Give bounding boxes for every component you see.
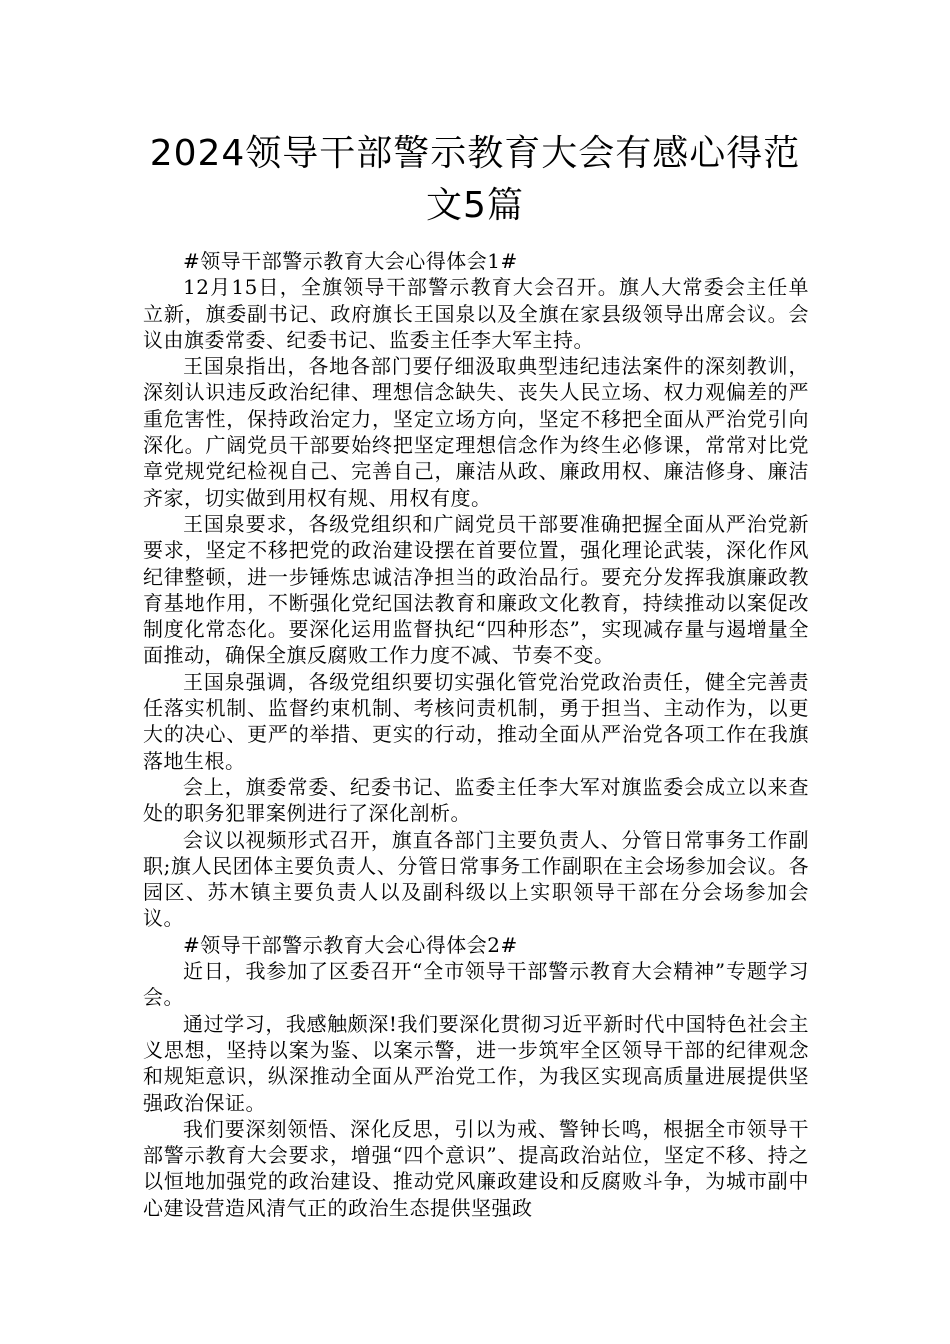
paragraph: 王国泉要求，各级党组织和广阔党员干部要准确把握全面从严治党新要求，坚定不移把党的政治建设摆在首要位置，强化理论武装，深化作风纪律整顿，进一步锤炼忠诚洁净担当的政治品行。要充分发挥我旗廉政教育基地作用，不断强化党纪国法教育和廉政文化教育，持续推动以案促改制度化常态化。要深化运用监督执纪“四种形态”，实现减存量与遏增量全面推动，确保全旗反腐败工作力度不减、节奏不变。 [143, 511, 809, 668]
paragraph: 近日，我参加了区委召开“全市领导干部警示教育大会精神”专题学习会。 [143, 959, 809, 1010]
document-title [130, 128, 820, 232]
paragraph: 王国泉强调，各级党组织要切实强化管党治党政治责任，健全完善责任落实机制、监督约束机制、考核问责机制，勇于担当、主动作为，以更大的决心、更严的举措、更实的行动，推动全面从严治党各项工作在我旗落地生根。 [143, 669, 809, 773]
paragraph: 王国泉指出，各地各部门要仔细汲取典型违纪违法案件的深刻教训，深刻认识违反政治纪律、理想信念缺失、丧失人民立场、权力观偏差的严重危害性，保持政治定力，坚定立场方向，坚定不移把全面从严治党引向深化。广阔党员干部要始终把坚定理想信念作为终生必修课，常常对比党章党规党纪检视自己、完善自己，廉洁从政、廉政用权、廉洁修身、廉洁齐家，切实做到用权有规、用权有度。 [143, 354, 809, 510]
section-heading-1: #领导干部警示教育大会心得体会1# [183, 249, 518, 273]
document-body [143, 248, 809, 1221]
paragraph: 会议以视频形式召开，旗直各部门主要负责人、分管日常事务工作副职;旗人民团体主要负责人、分管日常事务工作副职在主会场参加会议。各园区、苏木镇主要负责人以及副科级以上实职领导干部在分会场参加会议。 [143, 827, 809, 931]
paragraph: 会上，旗委常委、纪委书记、监委主任李大军对旗监委会成立以来查处的职务犯罪案例进行了深化剖析。 [143, 774, 809, 826]
document-title-line-1: 2024领导干部警示教育大会有感心得范 [149, 133, 801, 174]
section-heading-2: #领导干部警示教育大会心得体会2# [183, 932, 518, 957]
paragraph: 我们要深刻领悟、深化反思，引以为戒、警钟长鸣，根据全市领导干部警示教育大会要求，增强“四个意识”、提高政治站位，坚定不移、持之以恒地加强党的政治建设、推动党风廉政建设和反腐败斗争，为城市副中心建设营造风清气正的政治生态提供坚强政 [143, 1116, 809, 1220]
document-title-line-2: 文5篇 [426, 185, 524, 226]
paragraph: 12月15日，全旗领导干部警示教育大会召开。旗人大常委会主任单立新，旗委副书记、政府旗长王国泉以及全旗在家县级领导出席会议。会议由旗委常委、纪委书记、监委主任李大军主持。 [143, 275, 809, 352]
paragraph: 通过学习，我感触颇深!我们要深化贯彻习近平新时代中国特色社会主义思想，坚持以案为鉴、以案示警，进一步筑牢全区领导干部的纪律观念和规矩意识，纵深推动全面从严治党工作，为我区实现高质量进展提供坚强政治保证。 [143, 1011, 809, 1115]
